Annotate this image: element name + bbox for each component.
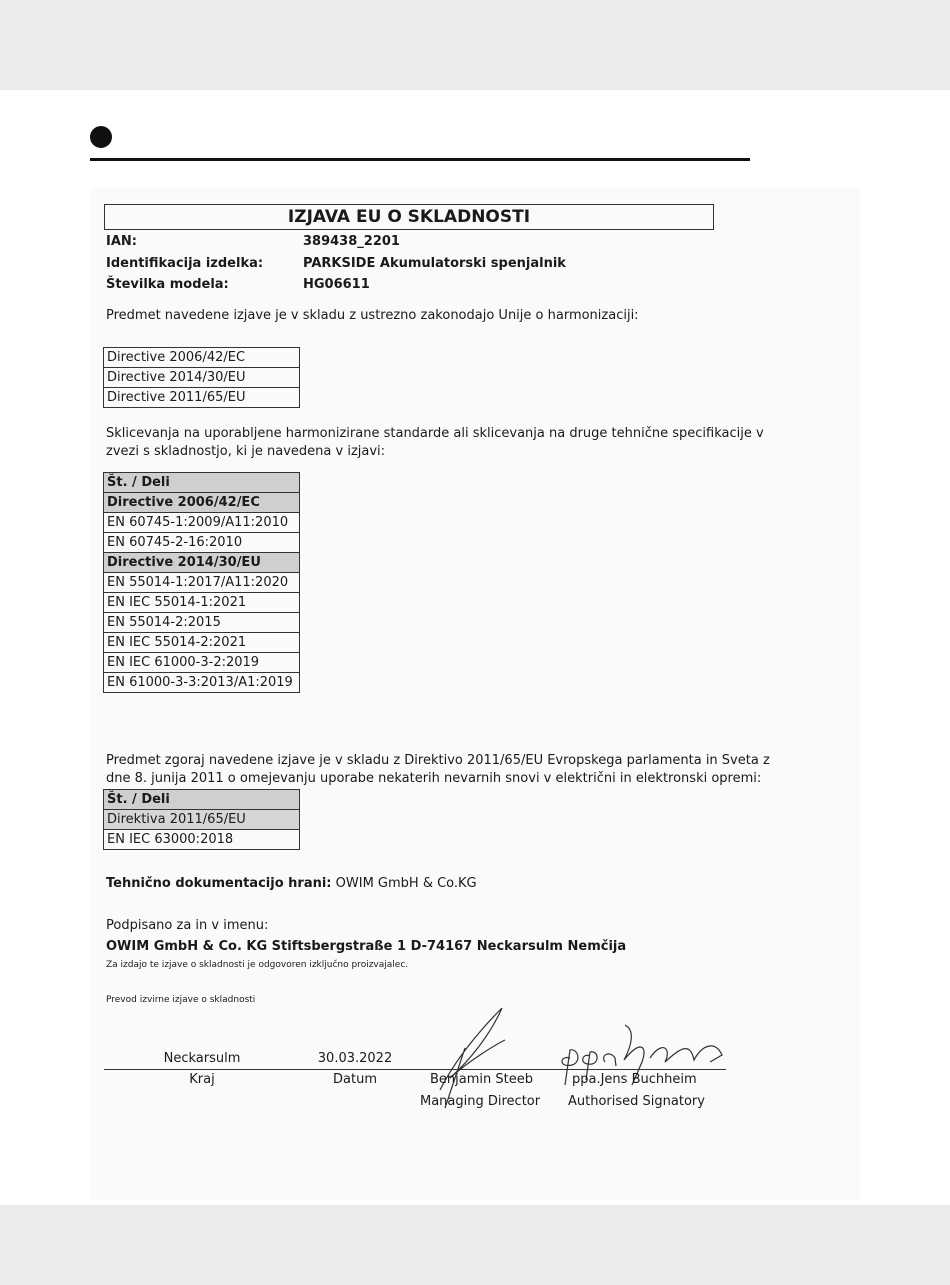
- rohs-text-line2: dne 8. junija 2011 o omejevanju uporabe nekaterih nevarnih snovi v električni in elektronski opremi:: [106, 771, 762, 786]
- table-row: [104, 388, 300, 408]
- table-row: [104, 673, 300, 693]
- table-row: [104, 830, 300, 850]
- signer1-role: Managing Director: [420, 1094, 541, 1109]
- place-label: Kraj: [189, 1072, 215, 1087]
- signature-line: [104, 1069, 726, 1070]
- standard-cell: EN IEC 55014-2:2021: [104, 633, 300, 653]
- standard-cell: EN IEC 55014-1:2021: [104, 593, 300, 613]
- standard-cell: EN IEC 61000-3-2:2019: [104, 653, 300, 673]
- date-value: 30.03.2022: [317, 1051, 393, 1066]
- document-title: IZJAVA EU O SKLADNOSTI: [104, 204, 714, 230]
- table-row: [104, 633, 300, 653]
- section-marker-dot: [90, 126, 112, 148]
- table-row: [104, 533, 300, 553]
- refs-text-line1: Sklicevanja na uporabljene harmonizirane standarde ali sklicevanja na druge tehnične specifikacije v: [106, 426, 764, 441]
- refs-text-line2: zvezi s skladnostjo, ki je navedena v izjavi:: [106, 444, 386, 459]
- signed-for-text: Podpisano za in v imenu:: [106, 918, 269, 933]
- rohs-text-line1: Predmet zgoraj navedene izjave je v skladu z Direktivo 2011/65/EU Evropskega parlamenta in Sveta z: [106, 753, 770, 768]
- signer2-name: ppa.Jens Buchheim: [572, 1072, 697, 1087]
- standard-cell: EN 60745-1:2009/A11:2010: [104, 513, 300, 533]
- table-row: [104, 473, 300, 493]
- directive-cell: Directive 2011/65/EU: [104, 388, 300, 408]
- table-row: [104, 493, 300, 513]
- signer2-role: Authorised Signatory: [568, 1094, 705, 1109]
- model-label: Številka modela:: [106, 277, 229, 292]
- header-rule: [90, 158, 750, 161]
- standard-cell: Directive 2014/30/EU: [104, 553, 300, 573]
- date-label: Datum: [333, 1072, 377, 1087]
- company-line: OWIM GmbH & Co. KG Stiftsbergstraße 1 D-74167 Neckarsulm Nemčija: [106, 939, 627, 954]
- table-row: [104, 513, 300, 533]
- table-row: [104, 613, 300, 633]
- table-row: [104, 368, 300, 388]
- product-id-label: Identifikacija izdelka:: [106, 256, 264, 271]
- directive-cell: Directive 2006/42/EC: [104, 348, 300, 368]
- table-row: [104, 790, 300, 810]
- tech-doc-line: [106, 876, 477, 891]
- standard-cell: EN 61000-3-3:2013/A1:2019: [104, 673, 300, 693]
- directives-table: [103, 347, 300, 408]
- table-row: [104, 810, 300, 830]
- place-value: Neckarsulm: [163, 1051, 241, 1066]
- ian-value: 389438_2201: [303, 234, 400, 249]
- tech-doc-label: Tehnično dokumentacijo hrani:: [106, 876, 332, 891]
- model-value: HG06611: [303, 277, 370, 292]
- signer1-name: Benjamin Steeb: [430, 1072, 533, 1087]
- responsibility-note: Za izdajo te izjave o skladnosti je odgovoren izključno proizvajalec.: [106, 960, 409, 970]
- standard-cell: EN 55014-2:2015: [104, 613, 300, 633]
- standard-cell: EN 55014-1:2017/A11:2020: [104, 573, 300, 593]
- standard-cell: EN 60745-2-16:2010: [104, 533, 300, 553]
- directive-cell: Directive 2014/30/EU: [104, 368, 300, 388]
- product-id-value: PARKSIDE Akumulatorski spenjalnik: [303, 256, 566, 271]
- rohs-cell: EN IEC 63000:2018: [104, 830, 300, 850]
- standards-table: [103, 472, 300, 693]
- table-row: [104, 573, 300, 593]
- rohs-cell: Direktiva 2011/65/EU: [104, 810, 300, 830]
- standard-cell: Directive 2006/42/EC: [104, 493, 300, 513]
- ian-label: IAN:: [106, 234, 137, 249]
- table-header: Št. / Deli: [104, 790, 300, 810]
- rohs-table: [103, 789, 300, 850]
- table-row: [104, 593, 300, 613]
- tech-doc-value: OWIM GmbH & Co.KG: [335, 876, 477, 891]
- table-row: [104, 553, 300, 573]
- table-row: [104, 653, 300, 673]
- translation-note: Prevod izvirne izjave o skladnosti: [106, 995, 256, 1005]
- table-header: Št. / Deli: [104, 473, 300, 493]
- table-row: [104, 348, 300, 368]
- intro-text: Predmet navedene izjave je v skladu z ustrezno zakonodajo Unije o harmonizaciji:: [106, 308, 639, 323]
